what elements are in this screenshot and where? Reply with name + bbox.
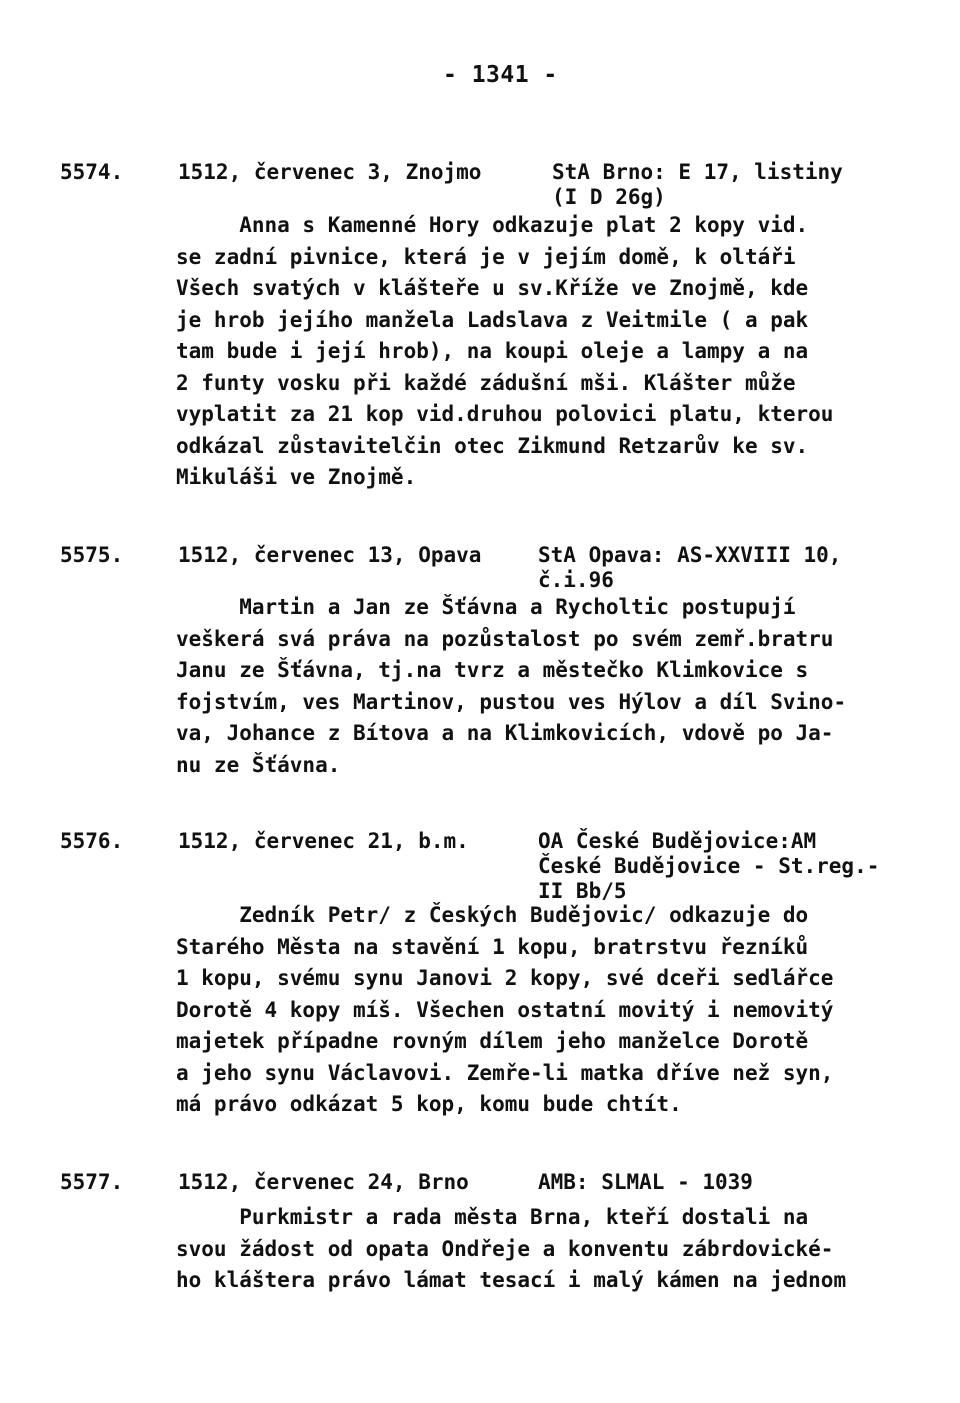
entry-date-place: 1512, červenec 21, b.m. [178, 829, 469, 853]
entry-source [538, 829, 879, 904]
text-line: Dorotě 4 kopy míš. Všechen ostatní movitý i nemovitý [176, 997, 834, 1022]
text-line: Mikuláši ve Znojmě. [176, 465, 417, 489]
text-line: odkázal zůstavitelčin otec Zikmund Retzarův ke sv. [176, 433, 809, 458]
text-line: tam bude i její hrob), na koupi oleje a lampy a na [176, 339, 809, 363]
entry-source [538, 543, 841, 593]
source-line: č.i.96 [538, 568, 614, 592]
text-line: Janu ze Šťávna, tj.na tvrz a městečko Klimkovice s [176, 658, 809, 682]
entry-number: 5575. [60, 543, 124, 567]
text-line: Všech svatých v klášteře u sv.Kříže ve Znojmě, kde [176, 276, 809, 300]
source-line: (I D 26g) [552, 185, 666, 209]
page-number: - 1341 - [443, 62, 558, 88]
text-line: a jeho synu Václavovi. Zemře-li matka dříve než syn, [176, 1060, 834, 1085]
text-line: svou žádost od opata Ondřeje a konventu zábrdovické- [176, 1236, 834, 1261]
text-line: 2 funty vosku při každé zádušní mši. Klášter může [176, 370, 796, 395]
entry-source [538, 1170, 753, 1195]
entry-text [176, 210, 833, 494]
source-line: České Budějovice - St.reg.- [538, 854, 880, 878]
entry-date-place: 1512, červenec 13, Opava [178, 543, 482, 567]
source-line: StA Brno: E 17, listiny [552, 160, 843, 184]
text-line: Anna s Kamenné Hory odkazuje plat 2 kopy vid. [176, 213, 809, 237]
entry-source [552, 160, 843, 210]
entry-number: 5577. [60, 1170, 124, 1194]
text-line: je hrob jejího manžela Ladslava z Veitmile ( a pak [176, 307, 809, 332]
source-line: II Bb/5 [538, 879, 627, 903]
text-line: majetek případne rovným dílem jeho manželce Dorotě [176, 1029, 809, 1053]
entry-text [176, 592, 846, 781]
source-line: StA Opava: AS-XXVIII 10, [538, 543, 842, 567]
text-line: 1 kopu, svému synu Janovi 2 kopy, své dceři sedlářce [176, 966, 834, 990]
text-line: veškerá svá práva na pozůstalost po svém zemř.bratru [176, 626, 834, 651]
text-line: Zedník Petr/ z Českých Budějovic/ odkazuje do [176, 903, 809, 927]
text-line: nu ze Šťávna. [176, 752, 341, 777]
text-line: ho kláštera právo lámat tesací i malý kámen na jednom [176, 1268, 847, 1292]
text-line: se zadní pivnice, která je v jejím domě, k oltáři [176, 244, 796, 269]
entry-text [176, 1202, 846, 1297]
entry-text [176, 900, 833, 1121]
entry-date-place: 1512, červenec 3, Znojmo [178, 160, 482, 184]
text-line: Starého Města na stavění 1 kopu, bratrstvu řezníků [176, 934, 809, 959]
entry-number: 5574. [60, 160, 124, 184]
source-line: AMB: SLMAL - 1039 [538, 1170, 753, 1194]
text-line: fojstvím, ves Martinov, pustou ves Hýlov a díl Svino- [176, 689, 847, 714]
source-line: OA České Budějovice:AM [538, 829, 817, 853]
entry-number: 5576. [60, 829, 124, 853]
text-line: má právo odkázat 5 kop, komu bude chtít. [176, 1092, 682, 1116]
text-line: Purkmistr a rada města Brna, kteří dostali na [176, 1205, 809, 1229]
text-line: Martin a Jan ze Šťávna a Rycholtic postupují [176, 595, 796, 619]
text-line: va, Johance z Bítova a na Klimkovicích, vdově po Ja- [176, 721, 834, 745]
entry-date-place: 1512, červenec 24, Brno [178, 1170, 469, 1194]
text-line: vyplatit za 21 kop vid.druhou polovici platu, kterou [176, 402, 834, 426]
